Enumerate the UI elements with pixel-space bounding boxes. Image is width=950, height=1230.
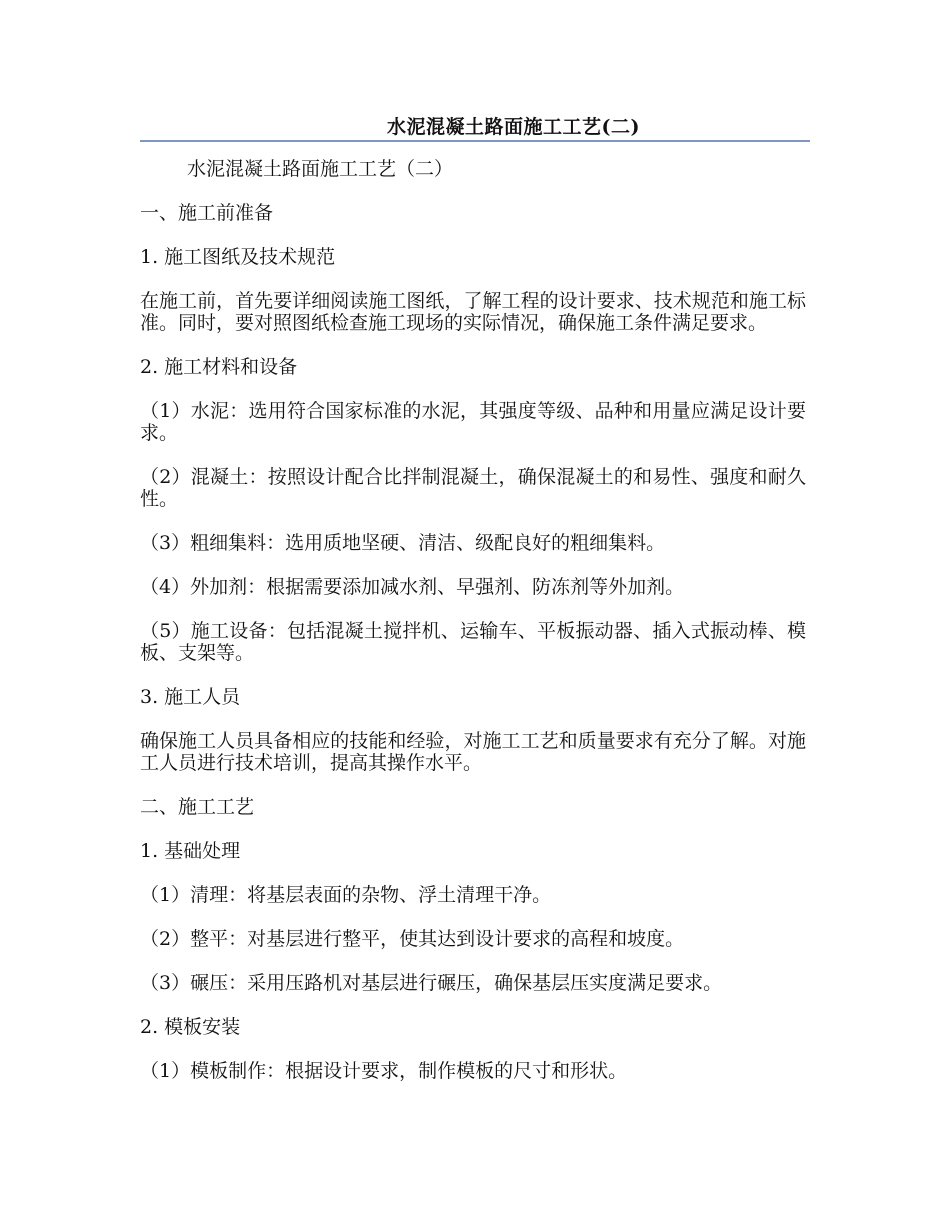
- section-heading-process: 二、施工工艺: [140, 796, 255, 818]
- list-item: （3）粗细集料：选用质地坚硬、清洁、级配良好的粗细集料。: [140, 532, 666, 554]
- list-item: （2）整平：对基层进行整平，使其达到设计要求的高程和坡度。: [140, 928, 685, 950]
- list-item: （3）碾压：采用压路机对基层进行碾压，确保基层压实度满足要求。: [140, 972, 723, 994]
- subsection-heading: 2. 模板安装: [140, 1016, 241, 1038]
- document-body: [140, 158, 806, 1104]
- page-header: [140, 108, 810, 142]
- document-subtitle: 水泥混凝土路面施工工艺（二）: [187, 158, 454, 180]
- list-item: （1）清理：将基层表面的杂物、浮土清理干净。: [140, 884, 552, 906]
- section-heading-preparation: 一、施工前准备: [140, 202, 274, 224]
- list-item: （5）施工设备：包括混凝土搅拌机、运输车、平板振动器、插入式振动棒、模板、支架等。: [140, 620, 806, 664]
- list-item: （1）水泥：选用符合国家标准的水泥，其强度等级、品种和用量应满足设计要求。: [140, 400, 806, 444]
- subsection-heading: 1. 基础处理: [140, 840, 241, 862]
- subsection-heading: 2. 施工材料和设备: [140, 356, 298, 378]
- list-item: （1）模板制作：根据设计要求，制作模板的尺寸和形状。: [140, 1060, 628, 1082]
- subsection-heading: 1. 施工图纸及技术规范: [140, 246, 336, 268]
- list-item: （4）外加剂：根据需要添加减水剂、早强剂、防冻剂等外加剂。: [140, 576, 685, 598]
- subsection-heading: 3. 施工人员: [140, 686, 241, 708]
- body-paragraph: 确保施工人员具备相应的技能和经验，对施工工艺和质量要求有充分了解。对施工人员进行技术培训，提高其操作水平。: [140, 730, 806, 774]
- list-item: （2）混凝土：按照设计配合比拌制混凝土，确保混凝土的和易性、强度和耐久性。: [140, 466, 806, 510]
- header-title: 水泥混凝土路面施工工艺(二): [387, 116, 640, 138]
- body-paragraph: 在施工前，首先要详细阅读施工图纸，了解工程的设计要求、技术规范和施工标准。同时，要对照图纸检查施工现场的实际情况，确保施工条件满足要求。: [140, 290, 806, 334]
